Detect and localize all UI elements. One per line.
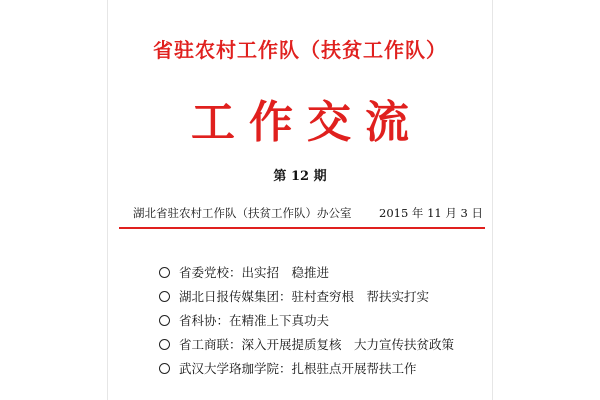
org-title: 省驻农村工作队（扶贫工作队） bbox=[153, 38, 447, 62]
red-divider bbox=[119, 227, 485, 229]
masthead-title: 工作交流 bbox=[191, 97, 423, 148]
contents-item[interactable] bbox=[159, 260, 489, 284]
contents-item-label: 武汉大学珞珈学院：扎根驻点开展帮扶工作 bbox=[179, 361, 417, 376]
contents-item[interactable] bbox=[159, 308, 489, 332]
document-page bbox=[107, 0, 493, 400]
contents-item-label: 省科协：在精准上下真功夫 bbox=[179, 313, 330, 328]
circle-bullet-icon bbox=[159, 363, 170, 374]
circle-bullet-icon bbox=[159, 291, 170, 302]
contents-list bbox=[159, 260, 489, 380]
contents-item-label: 省工商联：深入开展提质复核 大力宣传扶贫政策 bbox=[179, 337, 455, 352]
issuing-office: 湖北省驻农村工作队（扶贫工作队）办公室 bbox=[133, 206, 352, 220]
publication-date: 2015 年 11 月 3 日 bbox=[379, 206, 483, 220]
contents-item[interactable] bbox=[159, 356, 489, 380]
contents-item-label: 湖北日报传媒集团：驻村查穷根 帮扶实打实 bbox=[179, 289, 430, 304]
circle-bullet-icon bbox=[159, 315, 170, 326]
circle-bullet-icon bbox=[159, 267, 170, 278]
issue-number: 第 12 期 bbox=[273, 169, 327, 184]
contents-item-label: 省委党校：出实招 稳推进 bbox=[179, 265, 330, 280]
contents-item[interactable] bbox=[159, 332, 489, 356]
contents-item[interactable] bbox=[159, 284, 489, 308]
circle-bullet-icon bbox=[159, 339, 170, 350]
